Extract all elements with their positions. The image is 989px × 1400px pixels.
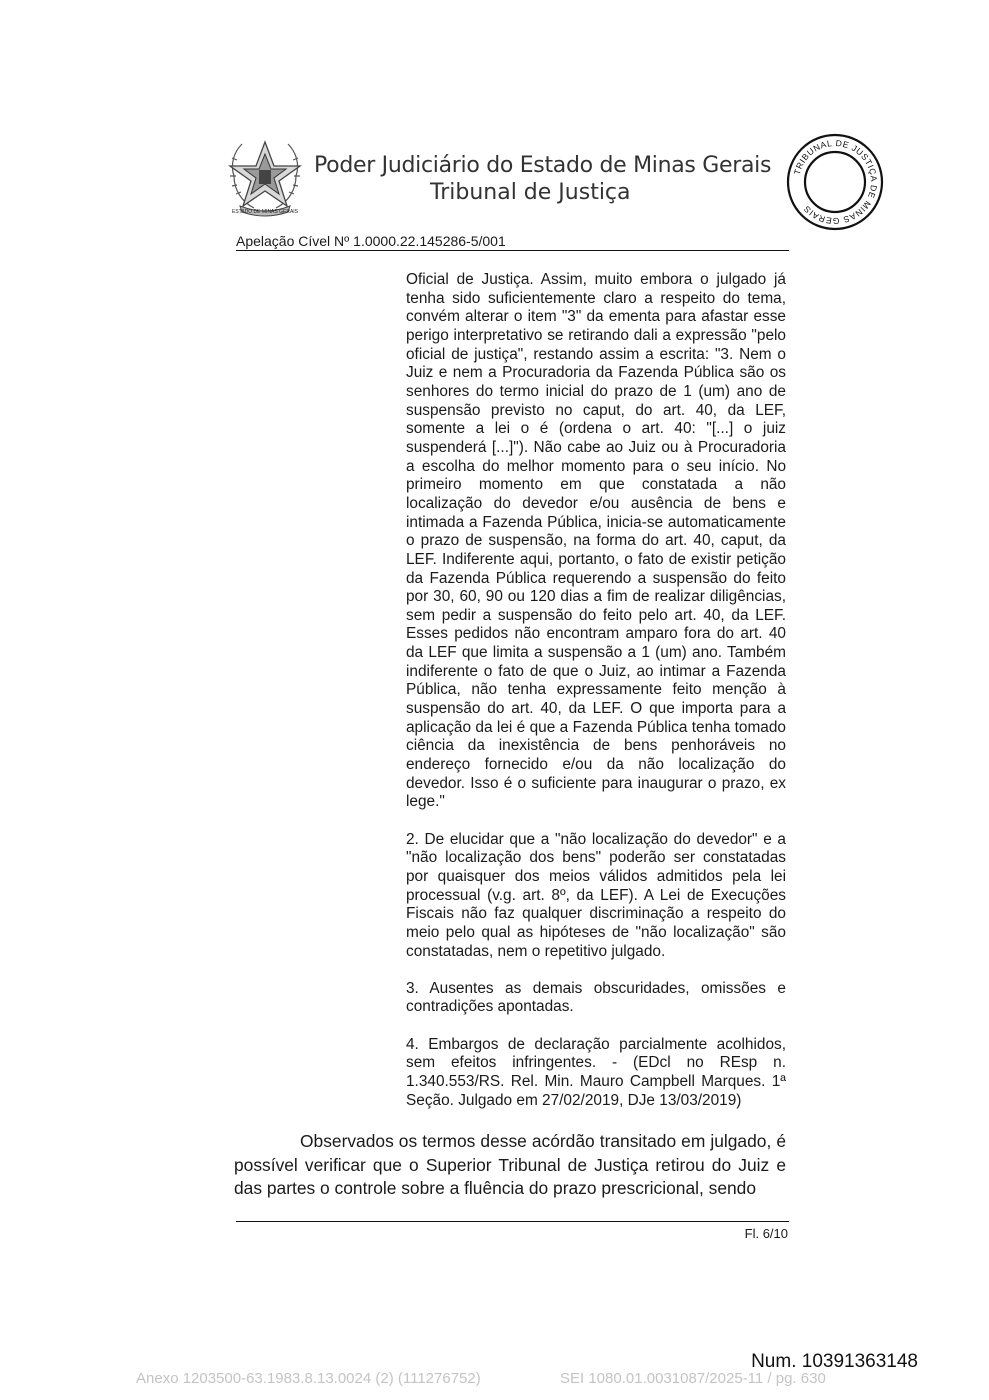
tribunal-name: Tribunal de Justiça — [430, 180, 631, 205]
seal-text: TRIBUNAL DE JUSTIÇA DE MINAS GERAIS — [791, 137, 880, 227]
quote-paragraph: 2. De elucidar que a "não localização do devedor" e a "não localização dos bens" poderão ser constatadas por quaisquer dos meios válidos admitidos pela lei processual (v.g. art. 8º, da LEF). A Lei de Execuções Fiscais não faz qualquer discriminação a respeito do meio pelo qual as hipóteses de "não localização" são constatadas, nem o repetitivo julgado. — [406, 830, 786, 960]
quote-paragraph: Oficial de Justiça. Assim, muito embora o julgado já tenha sido suficientemente claro a respeito do tema, convém alterar o item "3" da ementa para afastar esse perigo interpretativo se retirando dali a expressão "pelo oficial de justiça", restando assim a escrita: "3. Nem o Juiz e nem a Procuradoria da Fazenda Pública são os senhores do termo inicial do prazo de 1 (um) ano de suspensão previsto no caput, do art. 40, da LEF, somente a lei o é (ordena o art. 40: "[...] o juiz suspenderá [...]"). Não cabe ao Juiz ou à Procuradoria a escolha do melhor momento para o seu início. No primeiro momento em que constatada a não localização do devedor e/ou ausência de bens e intimada a Fazenda Pública, inicia-se automaticamente o prazo de suspensão, na forma do art. 40, caput, da LEF. Indiferente aqui, portanto, o fato de existir petição da Fazenda Pública requerendo a suspensão do feito por 30, 60, 90 ou 120 dias a fim de realizar diligências, sem pedir a suspensão do feito pelo art. 40, da LEF. Esses pedidos não encontram amparo fora do art. 40 da LEF que limita a suspensão a 1 (um) ano. Também indiferente o fato de que o Juiz, ao intimar a Fazenda Pública, não tenha expressamente feito menção à suspensão do art. 40, da LEF. O que importa para a aplicação da lei é que a Fazenda Pública tenha tomado ciência da inexistência de bens penhoráveis no endereço fornecido e/ou da não localização do devedor. Isso é o suficiente para inaugurar o prazo, ex lege." — [406, 271, 786, 811]
court-crest-logo — [224, 136, 306, 218]
quote-paragraph: 4. Embargos de declaração parcialmente acolhidos, sem efeitos infringentes. - (EDcl no REsp n. 1.340.553/RS. Rel. Min. Mauro Campbell Marques. 1ª Seção. Julgado em 27/02/2019, DJe 13/03/2019) — [406, 1035, 786, 1109]
page-folio: Fl. 6/10 — [744, 1226, 788, 1241]
body-paragraph: Observados os termos desse acórdão transitado em julgado, é possível verificar que o Superior Tribunal de Justiça retirou do Juiz e das partes o controle sobre a fluência do prazo prescricional, sendo — [234, 1131, 786, 1198]
court-name: Poder Judiciário do Estado de Minas Gerais — [314, 153, 772, 178]
case-number: Apelação Cível Nº 1.0000.22.145286-5/001 — [236, 233, 789, 251]
footer-divider — [236, 1221, 789, 1222]
court-seal-stamp — [785, 132, 885, 232]
annex-reference: Anexo 1203500-63.1983.8.13.0024 (2) (111276752) — [136, 1370, 481, 1387]
document-number: Num. 10391363148 — [751, 1351, 918, 1372]
sei-reference: SEI 1080.01.0031087/2025-11 / pg. 630 — [560, 1370, 826, 1387]
jurisprudence-quote — [406, 271, 786, 1110]
crest-label-text: ESTADO DE MINAS GERAIS — [231, 209, 299, 215]
court-header — [314, 152, 772, 206]
quote-paragraph: 3. Ausentes as demais obscuridades, omissões e contradições apontadas. — [406, 979, 786, 1016]
